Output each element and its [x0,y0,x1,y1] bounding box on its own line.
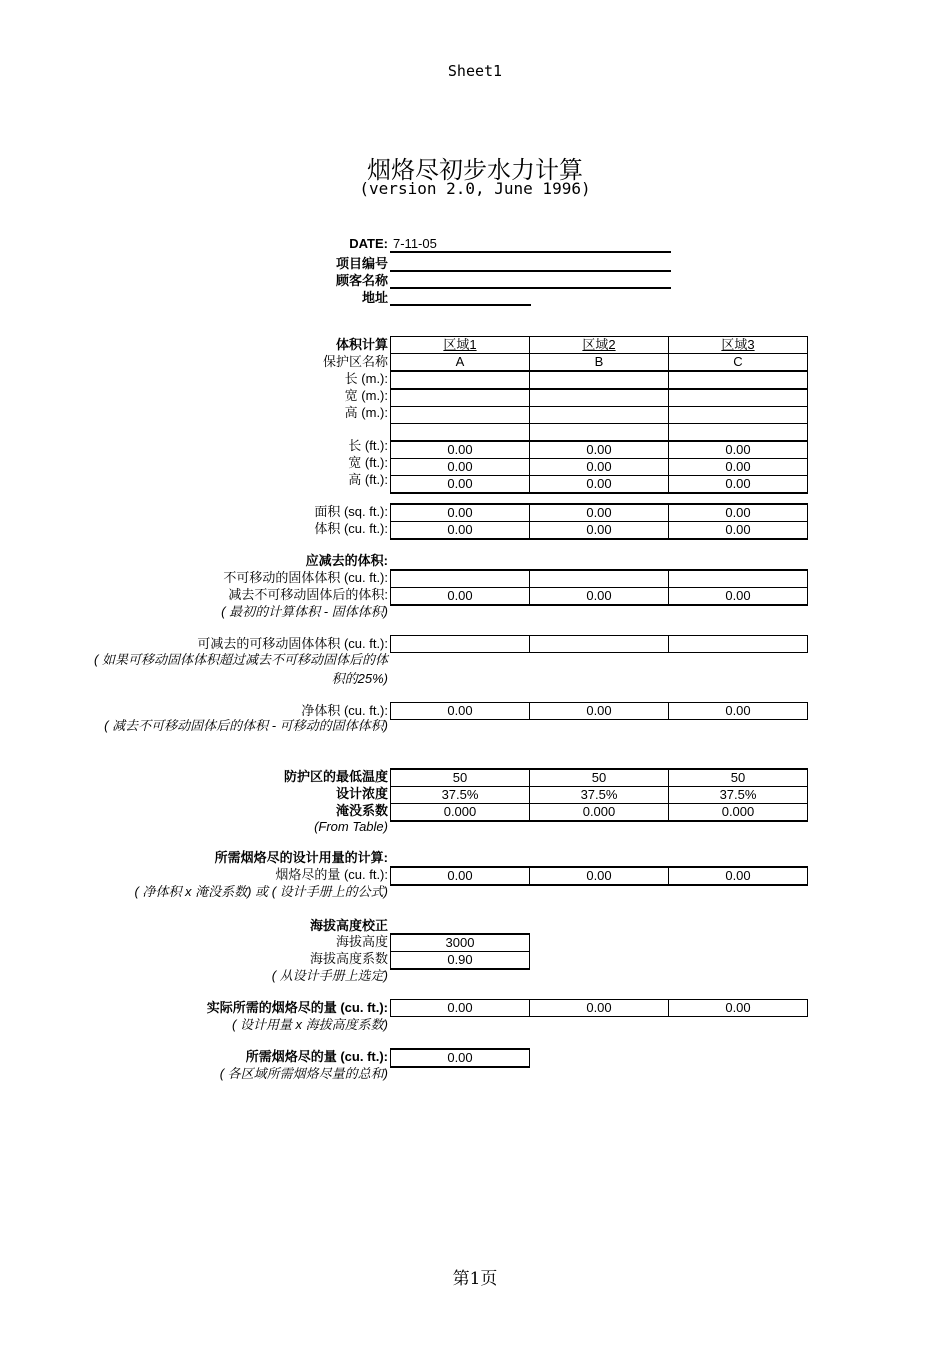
volume-cell: 0.00 [530,522,669,540]
net-volume-cell: 0.00 [669,703,808,720]
zone-header: 区域1 [391,337,530,354]
volume-input-grid [390,336,808,494]
date-underline [390,251,671,253]
net-volume-note: ( 减去不可移动固体后的体积 - 可移动的固体体积) [104,718,388,733]
len-ft-cell: 0.00 [391,441,530,459]
project-no-label: 项目编号 [335,256,388,271]
wid-m-cell[interactable] [391,389,530,407]
actual-qty-note: ( 设计用量 x 海拔高度系数) [232,1017,388,1032]
altitude-factor-label: 海拔高度系数 [309,951,388,966]
concentration-cell[interactable]: 37.5% [391,787,530,804]
len-m-cell[interactable] [530,371,669,389]
project-no-field[interactable] [390,270,671,272]
date-label: DATE: [349,236,388,251]
fixed-solids-cell[interactable] [669,570,808,588]
wid-ft-label: 宽 (ft.): [348,455,388,470]
zone-header: 区域3 [669,337,808,354]
agent-qty-cell: 0.00 [391,867,530,885]
area-cell: 0.00 [530,504,669,522]
agent-qty-note: ( 净体积 x 淹没系数) 或 ( 设计手册上的公式) [134,884,388,899]
deductions-grid [390,569,808,606]
volume-cell: 0.00 [669,522,808,540]
actual-qty-cell: 0.00 [669,1000,808,1017]
min-temp-cell[interactable]: 50 [391,769,530,787]
volume-cell: 0.00 [391,522,530,540]
address-field[interactable] [390,304,531,306]
len-ft-cell: 0.00 [669,441,808,459]
net-volume-label: 净体积 (cu. ft.): [301,703,388,718]
total-qty-note: ( 各区域所需烟烙尽量的总和) [219,1066,388,1081]
date-value[interactable]: 7-11-05 [393,236,437,251]
customer-field[interactable] [390,287,671,289]
sheet-name: Sheet1 [447,62,503,80]
spacer-cell [391,424,530,442]
hgt-ft-label: 高 (ft.): [348,472,388,487]
spacer-cell [530,424,669,442]
min-temp-label: 防护区的最低温度 [283,769,388,784]
min-temp-cell[interactable]: 50 [669,769,808,787]
altitude-label: 海拔高度校正 [309,918,388,933]
altitude-factor-cell[interactable]: 0.90 [391,952,530,970]
volume-calc-label: 体积计算 [335,337,388,352]
customer-label: 顾客名称 [335,273,388,288]
agent-qty-cell: 0.00 [530,867,669,885]
hgt-ft-cell: 0.00 [530,476,669,494]
after-fixed-cell: 0.00 [391,588,530,606]
movable-solids-cell[interactable] [530,636,669,653]
actual-qty-label: 实际所需的烟烙尽的量 (cu. ft.): [206,1000,388,1015]
address-label: 地址 [361,290,388,305]
flood-factor-cell[interactable]: 0.000 [530,804,669,822]
total-qty-label: 所需烟烙尽的量 (cu. ft.): [245,1049,388,1064]
zone-header: 区域2 [530,337,669,354]
net-volume-grid [390,702,808,720]
concentration-cell[interactable]: 37.5% [669,787,808,804]
hgt-m-cell[interactable] [530,407,669,424]
page-footer: 第1页 [452,1269,498,1289]
design-grid [390,768,808,822]
concentration-cell[interactable]: 37.5% [530,787,669,804]
flood-factor-cell[interactable]: 0.000 [669,804,808,822]
net-volume-cell: 0.00 [391,703,530,720]
deductions-label: 应减去的体积: [305,553,388,568]
wid-ft-cell: 0.00 [391,459,530,476]
after-fixed-cell: 0.00 [530,588,669,606]
len-m-label: 长 (m.): [344,371,388,386]
net-volume-cell: 0.00 [530,703,669,720]
wid-m-cell[interactable] [669,389,808,407]
area-cell: 0.00 [391,504,530,522]
flood-factor-cell[interactable]: 0.000 [391,804,530,822]
wid-ft-cell: 0.00 [669,459,808,476]
len-m-cell[interactable] [391,371,530,389]
agent-qty-cell: 0.00 [669,867,808,885]
zone-name-cell[interactable]: C [669,354,808,372]
actual-qty-grid [390,999,808,1017]
len-ft-cell: 0.00 [530,441,669,459]
movable-solids-cell[interactable] [391,636,530,653]
min-temp-cell[interactable]: 50 [530,769,669,787]
altitude-factor-note: ( 从设计手册上选定) [271,968,388,983]
wid-ft-cell: 0.00 [530,459,669,476]
altitude-grid [390,933,530,970]
movable-solids-label: 可减去的可移动固体体积 (cu. ft.): [197,636,388,651]
flood-factor-label: 淹没系数 [335,803,388,818]
total-qty-grid [390,1048,530,1068]
hgt-m-cell[interactable] [669,407,808,424]
total-qty-cell: 0.00 [391,1049,530,1067]
area-label: 面积 (sq. ft.): [314,504,388,519]
movable-solids-note: ( 如果可移动固体体积超过减去不可移动固体后的体积的25%) [94,652,388,686]
agent-qty-grid [390,866,808,886]
len-m-cell[interactable] [669,371,808,389]
actual-qty-cell: 0.00 [391,1000,530,1017]
area-cell: 0.00 [669,504,808,522]
spacer-cell [669,424,808,442]
altitude-value-cell[interactable]: 3000 [391,934,530,952]
hgt-m-cell[interactable] [391,407,530,424]
hgt-m-label: 高 (m.): [344,405,388,420]
fixed-solids-cell[interactable] [530,570,669,588]
altitude-value-label: 海拔高度 [335,934,388,949]
page-subtitle: (version 2.0, June 1996) [359,179,591,198]
movable-solids-cell[interactable] [669,636,808,653]
zone-name-cell[interactable]: A [391,354,530,372]
flood-factor-note: (From Table) [314,819,388,834]
actual-qty-cell: 0.00 [530,1000,669,1017]
concentration-label: 设计浓度 [335,786,388,801]
hgt-ft-cell: 0.00 [669,476,808,494]
agent-design-label: 所需烟烙尽的设计用量的计算: [214,850,388,865]
after-fixed-label: 减去不可移动固体后的体积: [228,587,388,602]
zone-name-label: 保护区名称 [322,354,388,369]
wid-m-label: 宽 (m.): [344,388,388,403]
after-fixed-cell: 0.00 [669,588,808,606]
zone-name-cell[interactable]: B [530,354,669,372]
volume-label: 体积 (cu. ft.): [314,521,388,536]
hgt-ft-cell: 0.00 [391,476,530,494]
len-ft-label: 长 (ft.): [348,438,388,453]
fixed-solids-cell[interactable] [391,570,530,588]
after-fixed-note: ( 最初的计算体积 - 固体体积) [221,604,388,619]
fixed-solids-label: 不可移动的固体体积 (cu. ft.): [223,570,388,585]
area-volume-grid [390,503,808,540]
wid-m-cell[interactable] [530,389,669,407]
agent-qty-label: 烟烙尽的量 (cu. ft.): [275,867,388,882]
movable-grid [390,635,808,653]
page-title: 烟烙尽初步水力计算 [367,156,583,184]
